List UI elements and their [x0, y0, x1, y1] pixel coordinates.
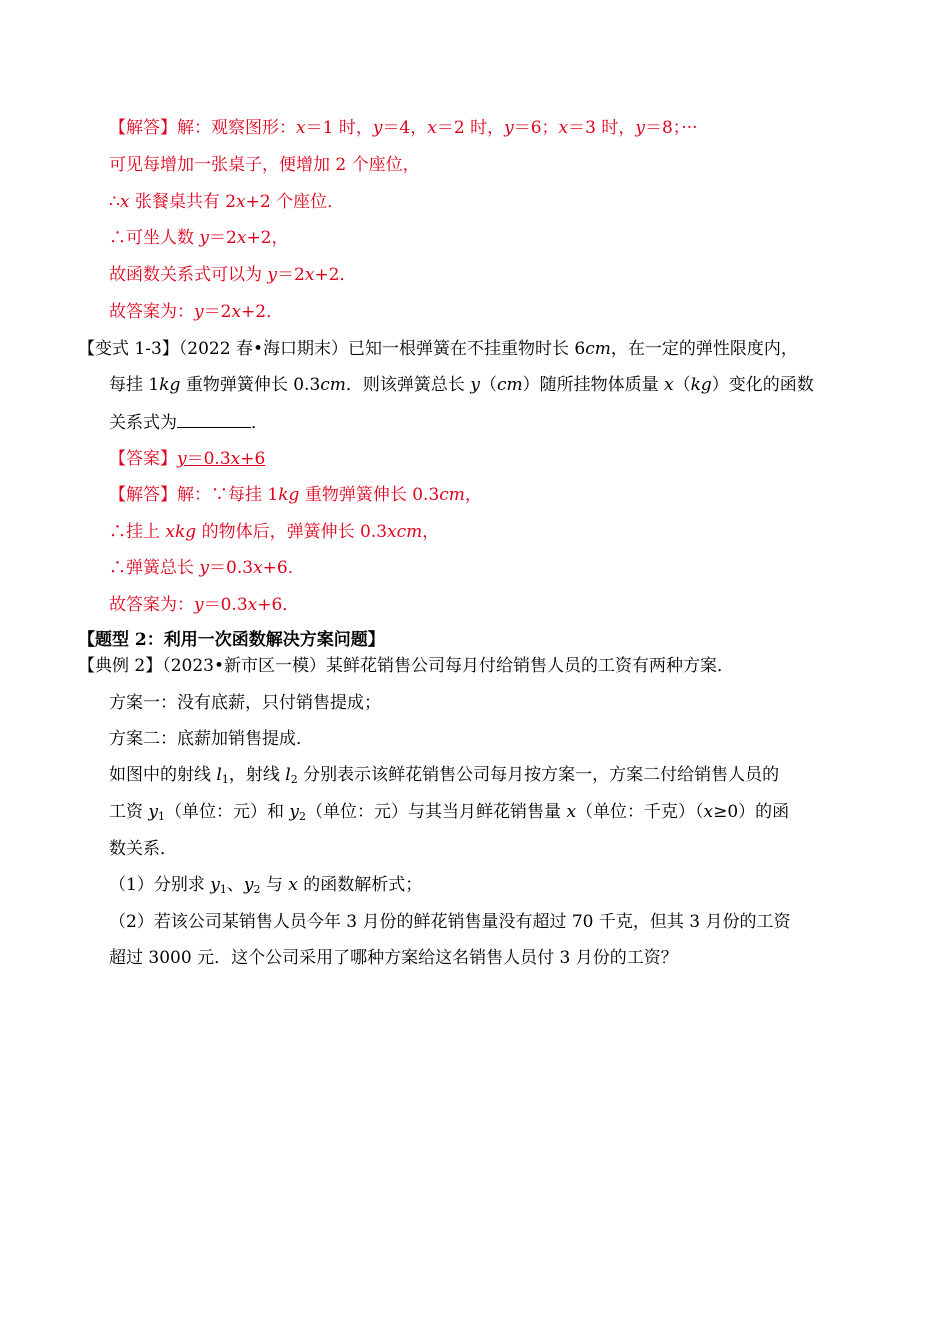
answer-line	[109, 447, 265, 471]
var: y	[267, 265, 278, 285]
variant-line1	[78, 337, 798, 361]
var: x	[304, 265, 315, 285]
text: ＝8；···	[644, 118, 698, 138]
var: x	[253, 558, 263, 578]
var: x	[288, 875, 298, 895]
text: 可见每增加一张桌子，便增加 2 个座位，	[109, 155, 420, 175]
var: y	[199, 228, 210, 248]
unit: cm	[439, 485, 465, 505]
var: y	[194, 595, 204, 615]
answer-value	[177, 449, 265, 469]
text: ＝2	[203, 302, 232, 322]
example-line4	[109, 763, 779, 792]
var: l	[285, 765, 291, 785]
text: 超过 3000 元．这个公司采用了哪种方案给这名销售人员付 3 月份的工资？	[109, 948, 678, 968]
text: 故答案为：	[109, 595, 194, 615]
unit: kg	[159, 375, 181, 395]
text: ．则该弹簧总长	[345, 375, 471, 395]
text: （	[673, 375, 691, 395]
solution1-line3	[109, 190, 344, 214]
var: y	[372, 118, 383, 138]
text: 的函数解析式；	[297, 875, 423, 895]
var: y	[210, 875, 220, 895]
text: 分别表示该鲜花销售公司每月按方案一，方案二付给销售人员的	[297, 765, 780, 785]
var: x	[296, 118, 306, 138]
text: +2．	[241, 302, 284, 322]
var: x	[236, 228, 247, 248]
unit: cm	[320, 375, 346, 395]
solution2-line1	[109, 483, 482, 507]
unit: kg	[690, 375, 712, 395]
text: （单位：元）与其当月鲜花销售量	[306, 802, 567, 822]
unit: cm	[585, 339, 611, 359]
text: （2022 春•海口期末）已知一根弹簧在不挂重物时长 6	[178, 339, 586, 359]
var: x	[664, 375, 674, 395]
text: 数关系．	[109, 839, 177, 859]
var: x	[703, 802, 714, 822]
var: xkg	[165, 522, 197, 542]
var: y	[504, 118, 514, 138]
var: y	[470, 375, 480, 395]
text: 、	[226, 875, 244, 895]
text: （2023•新市区一模）某鲜花销售公司每月付给销售人员的工资有两种方案．	[162, 656, 735, 676]
text: ）随所挂物体质量	[522, 375, 664, 395]
var: y	[199, 558, 210, 578]
solution1-line5	[109, 263, 357, 287]
text: （	[479, 375, 497, 395]
text: 解：∵每挂 1	[177, 485, 279, 505]
text: （单位：元）和	[165, 802, 290, 822]
text: 工资	[109, 802, 149, 822]
solution2-line4	[109, 593, 299, 617]
text: 重物弹簧伸长 0.3	[299, 485, 440, 505]
text: ＝3 时，	[568, 118, 636, 138]
text: ）变化的函数	[711, 375, 814, 395]
question-2-line2	[109, 946, 678, 970]
text: ＝6；	[513, 118, 559, 138]
variant-line2	[109, 373, 814, 397]
example-tag: 【典例 2】	[78, 656, 163, 676]
text: 与	[260, 875, 289, 895]
var: x	[230, 449, 241, 469]
section-heading	[78, 628, 385, 652]
text: +2 个座位．	[245, 192, 345, 212]
text: （单位：千克）（	[576, 802, 704, 822]
var: y	[148, 802, 159, 822]
variant-line3	[109, 410, 268, 435]
example-line3	[109, 727, 313, 751]
example-line6	[109, 837, 177, 861]
text: 的物体后，弹簧伸长 0.3	[196, 522, 388, 542]
text: （2）若该公司某销售人员今年 3 月份的鲜花销售量没有超过 70 千克，但其 3 月份的工资	[109, 912, 791, 932]
solution1-line1	[109, 116, 698, 140]
variant-tag: 【变式 1-3】	[78, 339, 179, 359]
answer-blank	[177, 410, 251, 428]
solution1-line2	[109, 153, 420, 177]
unit: kg	[278, 485, 300, 505]
solution2-line3	[109, 556, 305, 580]
solution2-line2	[109, 520, 439, 544]
answer-tag: 【答案】	[109, 449, 177, 469]
solution1-line6	[109, 300, 283, 324]
var: y	[289, 802, 300, 822]
text: 张餐桌共有 2	[129, 192, 237, 212]
text: ，射线	[228, 765, 286, 785]
text: 关系式为	[109, 413, 177, 433]
text: 重物弹簧伸长 0.3	[180, 375, 321, 395]
example-line2	[109, 691, 381, 715]
text: 每挂 1	[109, 375, 160, 395]
text: （1）分别求	[109, 875, 211, 895]
text: ＝2	[277, 265, 305, 285]
var: y	[194, 302, 204, 322]
var: x	[236, 192, 246, 212]
var: y	[177, 449, 187, 469]
text: +2，	[246, 228, 289, 248]
text: 故答案为：	[109, 302, 194, 322]
question-2-line1	[109, 910, 791, 934]
example-line5	[109, 800, 789, 829]
subscript: 1	[221, 773, 229, 786]
var: x	[566, 802, 577, 822]
var: l	[216, 765, 222, 785]
text: ，在一定的弹性限度内，	[610, 339, 798, 359]
text: ＝0.3	[209, 558, 254, 578]
text: ＝2 时，	[436, 118, 505, 138]
var: x	[427, 118, 437, 138]
text: ＝0.3	[203, 595, 248, 615]
unit: cm	[496, 375, 523, 395]
text: 故函数关系式可以为	[109, 265, 268, 285]
text: ≥0）的函	[713, 802, 790, 822]
solution-tag: 【解答】	[109, 485, 177, 505]
var: x	[231, 302, 242, 322]
text: +6．	[257, 595, 300, 615]
text: 方案二：底薪加销售提成．	[109, 729, 313, 749]
text: ∴可坐人数	[109, 228, 200, 248]
text: 解：观察图形：	[177, 118, 296, 138]
subscript: 1	[219, 883, 227, 896]
var: y	[635, 118, 645, 138]
text: ，	[464, 485, 482, 505]
text: ＝2	[209, 228, 237, 248]
text: +2．	[314, 265, 357, 285]
text: 如图中的射线	[109, 765, 217, 785]
text: 方案一：没有底薪，只付销售提成；	[109, 693, 381, 713]
var: xcm	[387, 522, 423, 542]
var: x	[119, 192, 130, 212]
example-line1	[78, 654, 734, 678]
text: ∴弹簧总长	[109, 558, 200, 578]
var: x	[558, 118, 569, 138]
text: ．	[251, 413, 268, 433]
text: ∴挂上	[109, 522, 166, 542]
text: ＝4，	[382, 118, 428, 138]
text: ＝0.3	[186, 449, 231, 469]
text: +6．	[262, 558, 305, 578]
subscript: 2	[253, 883, 261, 896]
subscript: 2	[290, 773, 298, 786]
therefore-symbol: ∴	[109, 192, 120, 212]
subscript: 1	[158, 810, 166, 823]
var: y	[243, 875, 254, 895]
text: ，	[422, 522, 440, 542]
solution1-line4	[109, 226, 289, 250]
question-1	[109, 873, 422, 902]
subscript: 2	[299, 810, 307, 823]
var: x	[247, 595, 258, 615]
heading-text: 【题型 2：利用一次函数解决方案问题】	[78, 630, 385, 650]
text: +6	[240, 449, 266, 469]
solution-tag: 【解答】	[109, 118, 177, 138]
text: ＝1 时，	[305, 118, 373, 138]
